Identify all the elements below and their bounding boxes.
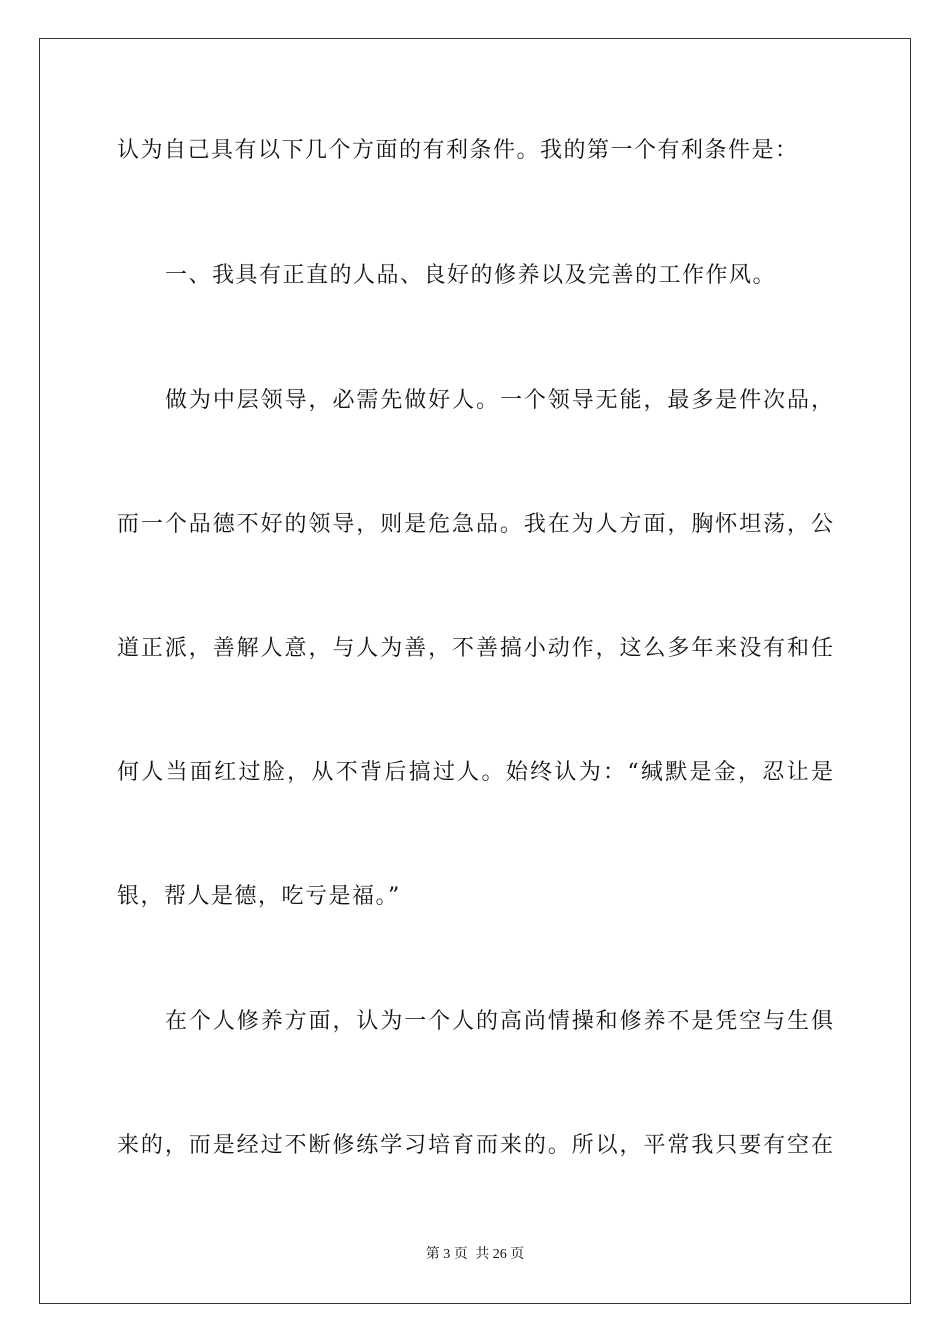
page-footer [0, 1245, 950, 1265]
text-line: 银，帮人是德，吃亏是福。” [117, 884, 401, 909]
text-line: 做为中层领导，必需先做好人。一个领导无能，最多是件次品， [165, 388, 833, 413]
text-line: 在个人修养方面，认为一个人的高尚情操和修养不是凭空与生俱 [165, 1009, 833, 1034]
text-line: 而一个品德不好的领导，则是危急品。我在为人方面，胸怀坦荡，公 [117, 512, 833, 537]
text-line: 认为自己具有以下几个方面的有利条件。我的第一个有利条件是： [117, 138, 799, 163]
text-line: 来的，而是经过不断修练学习培育而来的。所以，平常我只要有空在 [117, 1133, 833, 1158]
page-number: 第 3 页 [425, 1247, 468, 1262]
text-line: 道正派，善解人意，与人为善，不善搞小动作，这么多年来没有和任 [117, 636, 833, 661]
text-line: 何人当面红过脸，从不背后搞过人。始终认为：“缄默是金，忍让是 [117, 760, 833, 785]
page-border [39, 38, 911, 1304]
total-pages: 共 26 页 [475, 1247, 525, 1262]
text-line: 一、我具有正直的人品、良好的修养以及完善的工作作风。 [165, 263, 777, 288]
